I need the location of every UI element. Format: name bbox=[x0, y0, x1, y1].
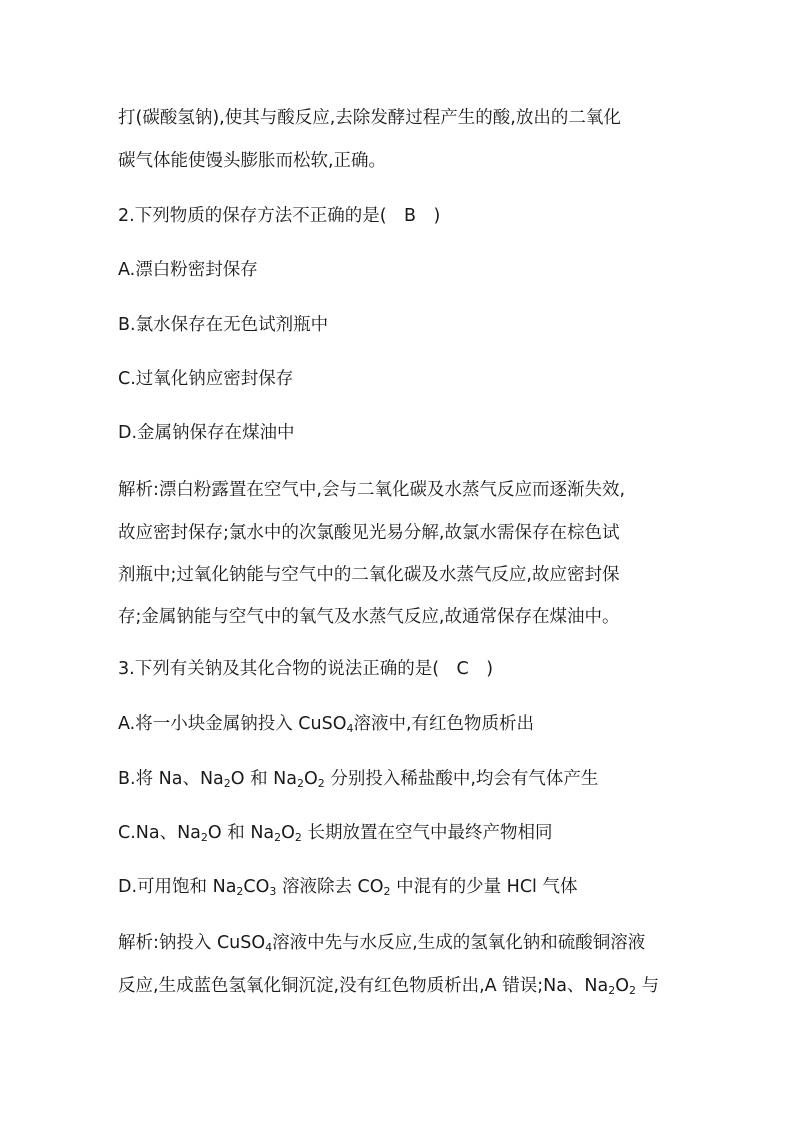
question-2-explanation-line-4: 存;金属钠能与空气中的氧气及水蒸气反应,故通常保存在煤油中。 bbox=[118, 607, 620, 627]
question-2-option-d: D.金属钠保存在煤油中 bbox=[118, 423, 295, 443]
question-3-explanation-line-2: 反应,生成蓝色氢氧化铜沉淀,没有红色物质析出,A 错误;Na、$Na_2O_2$ 与 bbox=[118, 976, 660, 997]
question-2-option-b: B.氯水保存在无色试剂瓶中 bbox=[118, 315, 329, 335]
question-2-explanation-line-2: 故应密封保存;氯水中的次氯酸见光易分解,故氯水需保存在棕色试 bbox=[118, 523, 620, 543]
question-3-option-a: A.将一小块金属钠投入 CuSO$_4$溶液中,有红色物质析出 bbox=[118, 714, 535, 735]
question-2-stem: 2.下列物质的保存方法不正确的是( B ) bbox=[118, 206, 441, 226]
question-3-explanation-line-1: 解析:钠投入 CuSO$_4$溶液中先与水反应,生成的氢氧化钠和硫酸铜溶液 bbox=[118, 933, 646, 954]
question-3-option-d: D.可用饱和 $Na_2CO_3$ 溶液除去 $CO_2$ 中混有的少量 HCl 气体 bbox=[118, 877, 578, 898]
question-3-option-b: B.将 Na、$Na_2O$ 和 $Na_2O_2$ 分别投入稀盐酸中,均会有气体产生 bbox=[118, 769, 599, 790]
question-3-option-c: C.Na、$Na_2O$ 和 $Na_2O_2$ 长期放置在空气中最终产物相同 bbox=[118, 823, 553, 844]
continuation-line-2: 碳气体能使馒头膨胀而松软,正确。 bbox=[118, 151, 387, 171]
question-2-option-c: C.过氧化钠应密封保存 bbox=[118, 369, 294, 389]
question-2-explanation-line-1: 解析:漂白粉露置在空气中,会与二氧化碳及水蒸气反应而逐渐失效, bbox=[118, 480, 626, 500]
question-3-stem: 3.下列有关钠及其化合物的说法正确的是( C ) bbox=[118, 659, 494, 679]
question-2-explanation-line-3: 剂瓶中;过氧化钠能与空气中的二氧化碳及水蒸气反应,故应密封保 bbox=[118, 565, 620, 585]
continuation-line-1: 打(碳酸氢钠),使其与酸反应,去除发酵过程产生的酸,放出的二氧化 bbox=[118, 108, 621, 128]
question-2-option-a: A.漂白粉密封保存 bbox=[118, 260, 258, 280]
